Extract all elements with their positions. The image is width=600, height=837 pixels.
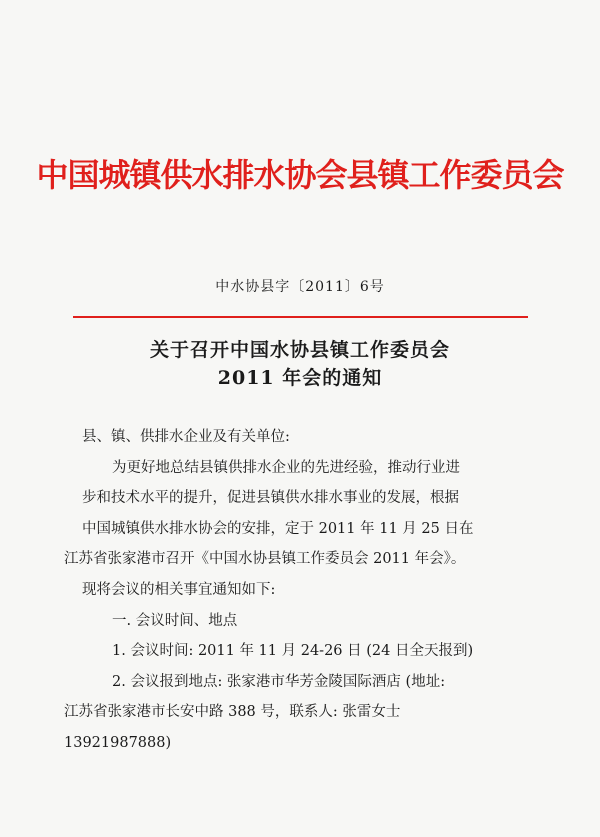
meeting-time: 1. 会议时间: 2011 年 11 月 24-26 日 (24 日全天报到): [112, 643, 474, 660]
salutation: 县、镇、供排水企业及有关单位:: [82, 429, 290, 445]
notice-title-line-1: 关于召开中国水协县镇工作委员会: [149, 339, 450, 361]
red-divider-line: [73, 316, 528, 318]
body-line: 为更好地总结县镇供排水企业的先进经验，推动行业进: [112, 459, 460, 476]
contact-phone: 13921987888): [64, 734, 172, 751]
body-line: 步和技术水平的提升，促进县镇供水排水事业的发展，根据: [82, 490, 459, 507]
body-line: 江苏省张家港市召开《中国水协县镇工作委员会 2011 年会》。: [64, 551, 466, 568]
notice-title-line-2: 2011 年会的通知: [217, 367, 383, 389]
section-heading: 一. 会议时间、地点: [112, 612, 238, 629]
body-line: 现将会议的相关事宜通知如下:: [82, 581, 276, 598]
organization-title: 中国城镇供水排水协会县镇工作委员会: [36, 156, 564, 194]
meeting-venue: 2. 会议报到地点: 张家港市华芳金陵国际酒店 (地址:: [112, 673, 446, 690]
document-number: 中水协县字〔2011〕6号: [215, 279, 385, 295]
venue-address: 江苏省张家港市长安中路 388 号，联系人: 张雷女士: [64, 704, 401, 721]
body-line: 中国城镇供水排水协会的安排，定于 2011 年 11 月 25 日在: [82, 520, 474, 537]
notice-title: [0, 336, 600, 392]
notice-body: [64, 422, 522, 759]
